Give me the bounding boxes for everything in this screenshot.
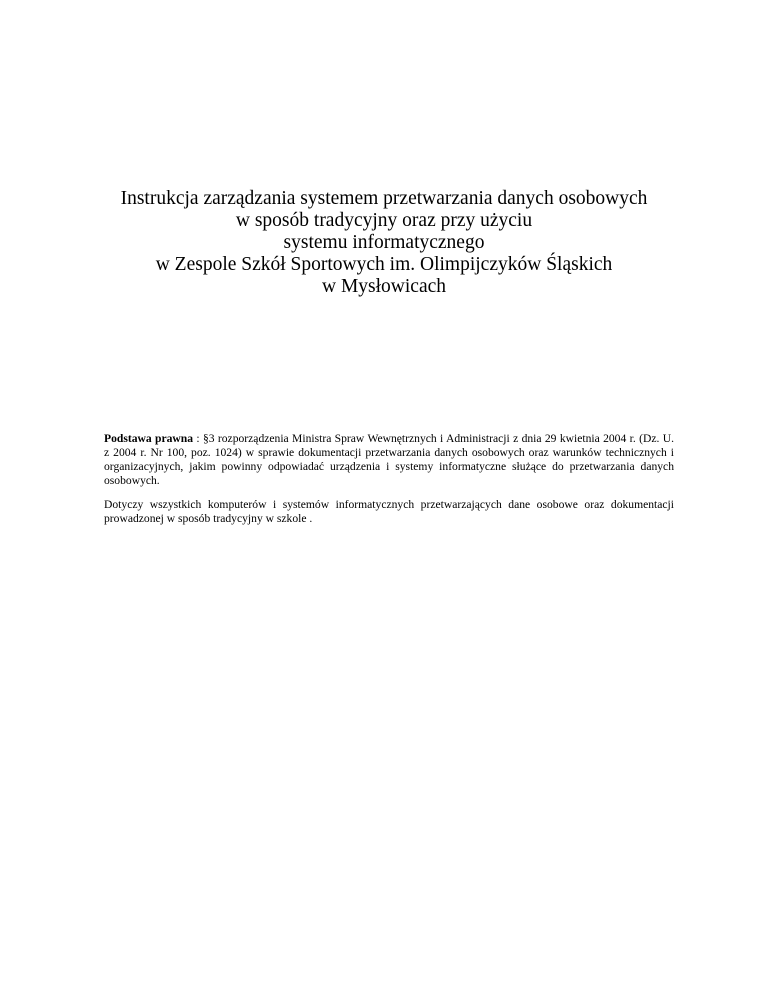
title-line: w Zespole Szkół Sportowych im. Olimpijczyków Śląskich	[155, 254, 613, 275]
title-line: systemu informatycznego	[283, 232, 485, 253]
document-body	[104, 432, 674, 536]
legal-basis-label: Podstawa prawna	[104, 432, 194, 445]
legal-basis-paragraph	[104, 432, 674, 488]
document-title	[0, 188, 768, 298]
scope-paragraph: Dotyczy wszystkich komputerów i systemów informatycznych przetwarzających dane osobowe oraz dokumentacji prowadzonej w sposób tradycyjny w szkole .	[104, 498, 674, 525]
title-line: w Mysłowicach	[321, 276, 447, 297]
legal-basis-text: : §3 rozporządzenia Ministra Spraw Wewnętrznych i Administracji z dnia 29 kwietnia 2004 r. (Dz. U. z 2004 r. Nr 100, poz. 1024) w sprawie dokumentacji przetwarzania danych osobowych oraz warunków technicznych i organizacyjnych, jakim powinny odpowiadać urządzenia i systemy informatyczne służące do przetwarzania danych osobowych.	[104, 432, 674, 487]
title-line: w sposób tradycyjny oraz przy użyciu	[235, 210, 533, 231]
title-line: Instrukcja zarządzania systemem przetwarzania danych osobowych	[120, 188, 648, 209]
